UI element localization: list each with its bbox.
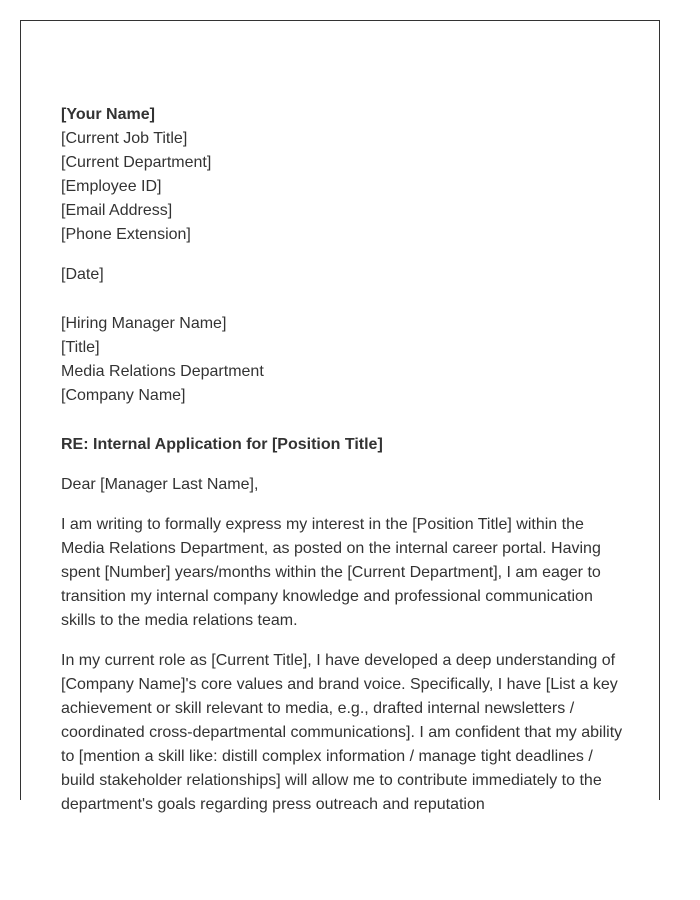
- date-block: [61, 263, 626, 287]
- sender-block: [61, 103, 626, 247]
- sender-phone: [Phone Extension]: [61, 226, 191, 243]
- recipient-name: [Hiring Manager Name]: [61, 315, 227, 332]
- recipient-block: [61, 312, 626, 408]
- subject-line: RE: Internal Application for [Position Title]: [61, 436, 383, 453]
- recipient-company: [Company Name]: [61, 387, 186, 404]
- letter-page: [20, 20, 660, 813]
- sender-department: [Current Department]: [61, 154, 212, 171]
- body-paragraph: I am writing to formally express my interest in the [Position Title] within the Media Relations Department, as posted on the internal career portal. Having spent [Number] years/months within the [Current Department], I am eager to transition my internal company knowledge and professional communication skills to the media relations team.: [61, 516, 601, 629]
- sender-email: [Email Address]: [61, 202, 173, 219]
- salutation: Dear [Manager Last Name],: [61, 476, 259, 493]
- sender-employee-id: [Employee ID]: [61, 178, 162, 195]
- sender-name: [Your Name]: [61, 106, 155, 123]
- recipient-department: Media Relations Department: [61, 363, 264, 380]
- letter-content: [61, 103, 626, 833]
- letter-date: [Date]: [61, 266, 104, 283]
- sender-job-title: [Current Job Title]: [61, 130, 188, 147]
- recipient-title: [Title]: [61, 339, 100, 356]
- body-paragraph: In my current role as [Current Title], I have developed a deep understanding of [Company Name]'s core values and brand voice. Specifically, I have [List a key achievement or skill relevant to media, e.g., drafted internal newsletters / coordinated cross-departmental communications]. I am confident that my ability to [mention a skill like: distill complex information / manage tight deadlines / build stakeholder relationships] will allow me to contribute immediately to the department's goals regarding press outreach and reputation: [61, 652, 623, 813]
